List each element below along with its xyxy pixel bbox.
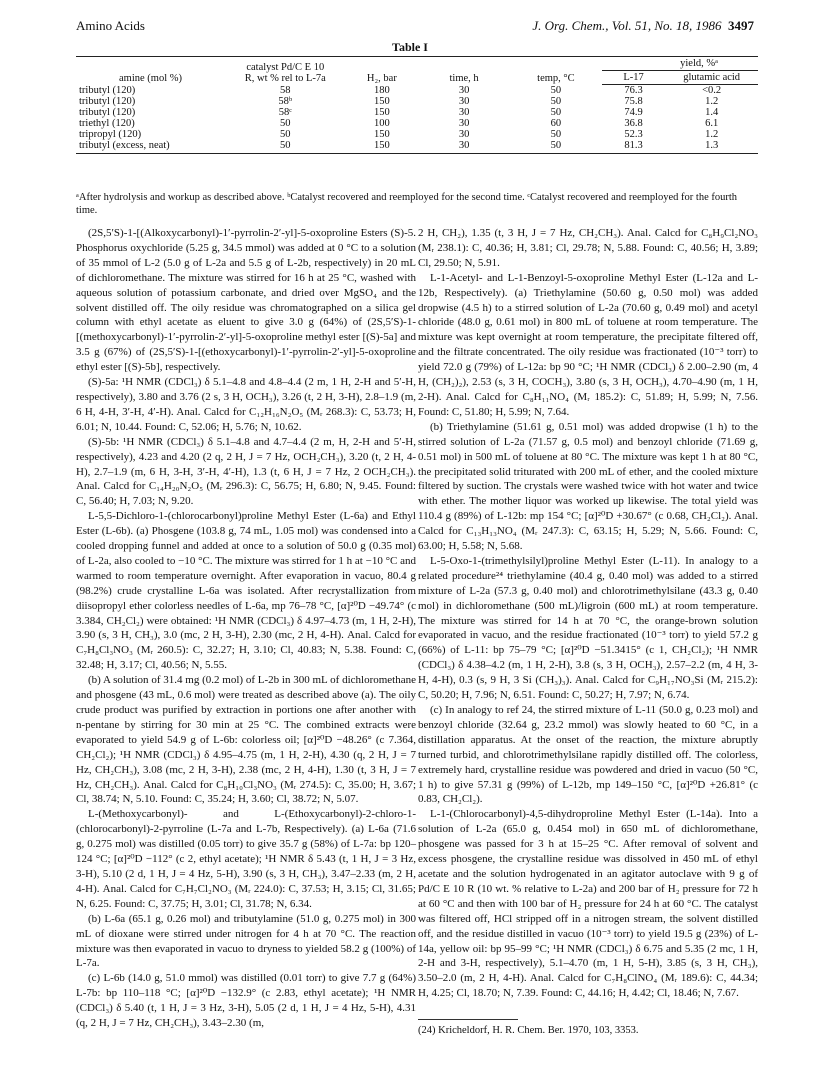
paragraph: L-5,5-Dichloro-1-(chlorocarbonyl)proline Methyl Ester (L-6a) and Ethyl Ester (L-6b). (a) Phosgene (103.8 g, 74 mL, 1.05 mol) was condensed into a cooled dropping funnel and added at once to a solution of 50.0 g (0.35 mol) of L-2a, also cooled to −10 °C. The mixture was stirred for 1 h at −10 °C and warmed to room temperature overnight. After evaporation in vacuo, 80.4 g (98.2%) crude crystalline L-6a was isolated. After recrystallization from diisopropyl ether colorless needles of L-6a, mp 76–78 °C, [α]²⁰D −49.74° (c 3.384, CH₂Cl₂) were obtained: ¹H NMR (CDCl₃) δ 4.97–4.73 (m, 1 H, 2-H), 3.90 (s, 3 H, CH₃), 3.0 (mc, 2 H, 3-H), 2.30 (mc, 2 H, 4-H). Anal. Calcd for C₇H₈Cl₃NO₃ (Mᵣ 260.5): C, 32.27; H, 3.10; Cl, 40.83; N, 5.38. Found: C, 32.48; H, 3.17; Cl, 40.56; N, 5.55. (76, 510, 416, 672)
table-cell: 30 (458, 107, 470, 118)
table-cell: 81.3 (602, 140, 665, 154)
table-cell: 58 (280, 84, 291, 96)
table-cell: tributyl (120) (79, 107, 136, 118)
paragraph: L-(Methoxycarbonyl)- and L-(Ethoxycarbonyl)-2-chloro-1-(chlorocarbonyl)-2-pyrroline (L-7a and L-7b, Respectively). (a) L-6a (71.6 g, 0.275 mol) was distilled (0.05 torr) to give 35.7 g (58%) of L-7a: bp 120–124 °C; [α]²⁰D −112° (c 2, ethyl acetate); ¹H NMR δ 5.43 (t, 1 H, J = 3 Hz, 3-H), 5.10 (2 d, 1 H, J = 4 Hz, 5-H), 3.90 (s, 3 H, CH₃), 3.47–2.33 (m, 2 H, 4-H). Anal. Calcd for C₇H₇Cl₂NO₃ (Mᵣ 224.0): C, 37.53; H, 3.15; Cl, 31.65; N, 6.25. Found: C, 37.75; H, 3.01; Cl, 31.78; N, 6.34. (76, 808, 416, 910)
running-header-right (532, 18, 754, 34)
page-number: 3497 (728, 18, 754, 33)
table-cell: 100 (374, 118, 390, 129)
col-header-time: time, h (418, 57, 510, 85)
table-cell: tributyl (120) (79, 84, 136, 96)
paragraph: (c) In analogy to ref 24, the stirred mixture of L-11 (50.0 g, 0.23 mol) and benzoyl chloride (32.64 g, 23.2 mmol) was slowly heated to 60 °C, in a distillation apparatus. At the onset of the reaction, the mixture abruptly turned turbid, and chlorotrimethylsilane rapidly distilled off. The colorless, extremely hard, crystalline residue was powdered and dried in vacuo (50 °C, 1 h) to give 57.31 g (99%) of L-12b, mp 149–150 °C, [α]²⁰D +26.81° (c 0.83, CH₂Cl₂). (418, 704, 758, 806)
paragraph: (S)-5b: ¹H NMR (CDCl₃) δ 5.1–4.8 and 4.7–4.4 (2 m, H, 2-H and 5′-H, respectively), 4.23 and 4.20 (2 q, 2 H, J = 7 Hz, OCH₂CH₃), 3.20 (t, 2 H, 4-H), 2.7–1.9 (m, 6 H, 3-H, 3′-H, 4′-H), 1.3 (t, 6 H, J = 7 Hz, 2 OCH₂CH₃). Anal. Calcd for C₁₄H₂₀N₂O₅ (Mᵣ 296.3): C, 56.75; H, 6.80; N, 9.45. Found: C, 56.40; H, 7.03; N, 9.20. (76, 435, 416, 508)
table-row (76, 107, 758, 118)
table-cell: 180 (374, 84, 390, 96)
data-table-container (76, 56, 758, 154)
data-table (76, 56, 758, 154)
table-cell: 75.8 (624, 96, 643, 107)
col-header-yield: yield, %ᵃ (602, 57, 758, 71)
table-cell: 1.2 (705, 96, 719, 107)
paragraph: (S)-5a: ¹H NMR (CDCl₃) δ 5.1–4.8 and 4.8–4.4 (2 m, 1 H, 2-H and 5′-H, respectively), 3.80 and 3.76 (2 s, 3 H, OCH₃), 3.26 (t, 2 H, 3-H), 2.8–1.9 (m, 6 H, 4-H, 3′-H, 4′-H). Anal. Calcd for C₁₂H₁₆N₂O₅ (Mᵣ 268.3): C, 53.73; H, 6.01; N, 10.44. Found: C, 52.06; H, 5.76; N, 10.62. (76, 376, 416, 433)
table-cell: 58ᵇ (278, 96, 293, 107)
table-cell: 30 (418, 140, 510, 154)
paragraph: 2 H, CH₂), 1.35 (t, 3 H, J = 7 Hz, CH₂CH₃). Anal. Calcd for C₈H₉Cl₂NO₃ (Mᵣ 238.1): C, 40.36; H, 3.81; Cl, 29.78; N, 5.88. Found: C, 40.56; H, 3.89; Cl, 29.50; N, 5.91. (418, 227, 758, 269)
table-cell: 1.2 (705, 129, 719, 140)
table-cell: triethyl (120) (79, 118, 135, 129)
table-cell: 58ᶜ (278, 107, 292, 118)
table-cell: 150 (374, 129, 390, 140)
col-header-amine: amine (mol %) (76, 57, 225, 85)
reference-divider (418, 1019, 518, 1020)
table-cell: 1.3 (665, 140, 758, 154)
table-cell: tributyl (excess, neat) (76, 140, 225, 154)
table-cell: 30 (458, 84, 470, 96)
table-cell: 50 (280, 118, 291, 129)
table-cell: tributyl (120) (79, 96, 136, 107)
table-cell: 50 (510, 140, 602, 154)
running-header-left: Amino Acids (76, 18, 145, 33)
table-cell: 150 (374, 96, 390, 107)
table-row (76, 140, 758, 154)
table-cell: 50 (280, 129, 291, 140)
table-cell: 50 (550, 107, 562, 118)
paragraph: (2S,5′S)-1-[(Alkoxycarbonyl)-1′-pyrrolin-2′-yl]-5-oxoproline Esters (S)-5. Phosphorus oxychloride (5.25 g, 34.5 mmol) was added at 0 °C to a solution of 35 mmol of L-2 (5.0 g of L-2a and 5.5 g of L-2b, respectively) in 20 mL of dichloromethane. The mixture was stirred for 16 h at 25 °C, washed with aqueous solution of potassium carbonate, and dried over MgSO₄ and the solvent distilled off. The oily residue was chromatographed on a silica gel column with ethyl acetate as eluent to give 3.0 g (64%) of (2S,5′S)-1-[(methoxycarbonyl)-1′-pyrrolin-2′-yl]-5-oxoproline methyl ester [(S)-5a] and 3.5 g (67%) of (2S,5′S)-1-[(ethoxycarbonyl)-1′-pyrrolin-2′-yl]-5-oxoproline ethyl ester [(S)-5b], respectively. (76, 227, 416, 374)
table-title: Table I (392, 40, 428, 54)
catalyst-header-line1: catalyst Pd/C E 10 (246, 61, 325, 73)
right-column (418, 226, 758, 1001)
table-cell: <0.2 (702, 85, 722, 96)
table-body (76, 85, 758, 154)
table-cell: 50 (225, 140, 346, 154)
table-footnote: ᵃAfter hydrolysis and workup as described above. ᵇCatalyst recovered and reemployed for the second time. ᶜCatalyst recovered and reemployed for the fourth time. (76, 192, 738, 216)
col-header-h2: H₂, bar (346, 57, 419, 85)
paragraph: L-1-(Chlorocarbonyl)-4,5-dihydroproline Methyl Ester (L-14a). Into a solution of L-2a (65.0 g, 0.454 mol) in 650 mL of dichloromethane, phosgene was passed for 3 h at 15–25 °C. After removal of solvent and excess phosgene, the crystalline residue was dissolved in 450 mL of ethyl acetate and the solution hydrogenated in an agitator autoclave with 9 g of Pd/C E 10 R (10 wt. % relative to L-2a) and 200 bar of H₂ pressure for 72 h at 60 °C and then with 100 bar of H₂ pressure for 24 h at 60 °C. The catalyst was filtered off, HCl stripped off in a nitrogen stream, the solvent distilled off, and the residue distilled in vacuo (10⁻³ torr) to yield 19.5 g (23%) of L-14a, yellow oil: bp 95–99 °C; ¹H NMR (CDCl₃) δ 6.75 and 5.35 (2 mc, 1 H, 2-H and 3-H, respectively), 5.1–4.70 (m, 1 H, 5-H), 3.85 (s, 3 H, CH₃), 3.50–2.0 (m, 2 H, 4-H). Anal. Calcd for C₇H₈ClNO₄ (Mᵣ 189.6): C, 44.34; H, 4.25; Cl, 18.70; N, 7.39. Found: C, 44.16; H, 4.42; Cl, 18.46; N, 7.67. (418, 808, 758, 1000)
table-cell: 150 (346, 140, 419, 154)
table-cell: 30 (458, 96, 470, 107)
col-header-glutamic: glutamic acid (665, 71, 758, 85)
table-cell: 60 (550, 118, 562, 129)
table-cell: 74.9 (624, 107, 643, 118)
col-header-temp: temp, °C (510, 57, 602, 85)
table-cell: 76.3 (624, 85, 643, 96)
paragraph: (b) A solution of 31.4 mg (0.2 mol) of L-2b in 300 mL of dichloromethane and phosgene (43 mL, 0.6 mol) were treated as described above (a). The oily crude product was purified by extraction in portions one after another with n-pentane by stirring for 30 min at 25 °C. The combined extracts were evaporated to yield 54.9 g of L-6b: colorless oil; [α]²⁰D −48.26° (c 7.364, CH₂Cl₂); ¹H NMR (CDCl₃) δ 4.95–4.75 (m, 1 H, 2-H), 4.30 (q, 2 H, J = 7 Hz, CH₂CH₃), 3.08 (mc, 2 H, 3-H), 2.38 (mc, 2 H, 4-H), 1.30 (t, 3 H, J = 7 Hz, CH₂CH₃). Anal. Calcd for C₈H₁₀Cl₃NO₃ (Mᵣ 274.5): C, 35.00; H, 3.67; Cl, 38.74; N, 5.10. Found: C, 35.24; H, 3.60; Cl, 38.72; N, 5.07. (76, 674, 416, 806)
table-cell: tripropyl (120) (79, 129, 142, 140)
paragraph: (b) L-6a (65.1 g, 0.26 mol) and tributylamine (51.0 g, 0.275 mol) in 300 mL of dioxane were stirred under nitrogen for 4 h at 70 °C. The reaction mixture was then evaporated in vacuo to dryness to yielded 58.2 g (100%) of L-7a. (76, 912, 416, 970)
table-cell: 30 (458, 118, 470, 129)
paragraph: L-5-Oxo-1-(trimethylsilyl)proline Methyl Ester (L-11). In analogy to a related procedure²⁴ triethylamine (40.4 g, 0.40 mol) was added to a stirred mixture of L-2a (57.3 g, 0.40 mol) and chlorotrimethylsilane (43.3 g, 0.40 mol) in dichloromethane (500 mL)/ligroin (600 mL) at room temperature. The mixture was stirred for 14 h at 70 °C, the orange-brown solution evaporated in vacuo, and the residue fractionated (10⁻³ torr) to yield 57.2 g (66%) of L-11: bp 75–79 °C; [α]²⁰D −51.3415° (c 1, CH₂Cl₂); ¹H NMR (CDCl₃) δ 4.38–4.2 (m, 1 H, 2-H), 3.8 (s, 3 H, OCH₃), 2.57–2.2 (m, 4 H, 3-H, 4-H), 0.3 (s, 9 H, 3 Si (CH₃)₃). Anal. Calcd for C₉H₁₇NO₃Si (Mᵣ 215.2): C, 50.20; H, 7.96; N, 6.51. Found: C, 50.27; H, 7.97; N, 6.74. (418, 554, 758, 702)
table-cell: 150 (374, 107, 390, 118)
paragraph: (c) L-6b (14.0 g, 51.0 mmol) was distilled (0.01 torr) to give 7.7 g (64%) L-7b: bp 110–118 °C; [α]²⁰D −132.9° (c 2.83, ethyl acetate); ¹H NMR (CDCl₃) δ 5.40 (t, 1 H, J = 3 Hz, 3-H), 5.05 (2 d, 1 H, J = 4 Hz, 5-H), 4.31 (q, 2 H, J = 7 Hz, CH₂CH₃), 3.43–2.30 (m, (76, 972, 416, 1030)
paragraph: (b) Triethylamine (51.61 g, 0.51 mol) was added dropwise (1 h) to the stirred solution of L-2a (71.57 g, 0.5 mol) and benzoyl chloride (71.69 g, 0.51 mol) in 500 mL of toluene at 80 °C. The mixture was kept 1 h at 80 °C, the precipitated solid triturated with 200 mL of ether, and the cooled mixture filtered by suction. The crystals were washed twice with hot water and twice with ether. The mother liquor was worked up likewise. The total yield was 110.4 g (89%) of L-12b: mp 154 °C; [α]²⁰D +30.67° (c 0.68, CH₂Cl₂). Anal. Calcd for C₁₃H₁₃NO₄ (Mᵣ 247.3): C, 63.15; H, 5.29; N, 5.66. Found: C, 63.00; H, 5.58; N, 5.68. (418, 420, 758, 553)
catalyst-header-line2: R, wt % rel to L-7a (244, 72, 326, 84)
table-row (76, 129, 758, 140)
left-column (76, 226, 416, 1031)
col-header-catalyst (225, 57, 346, 85)
table-row (76, 118, 758, 129)
table-cell: 30 (458, 129, 470, 140)
table-row (76, 85, 758, 97)
table-cell: 1.4 (705, 107, 719, 118)
col-header-l17: L-17 (602, 71, 665, 85)
table-cell: 50 (550, 84, 562, 96)
table-cell: 52.3 (624, 129, 643, 140)
table-cell: 50 (550, 96, 562, 107)
paragraph: L-1-Acetyl- and L-1-Benzoyl-5-oxoproline Methyl Ester (L-12a and L-12b, Respectively). (a) Triethylamine (50.60 g, 0.50 mol) was added dropwise (4.5 h) to a stirred solution of L-2a (70.60 g, 0.49 mol) and acetyl chloride (48.0 g, 0.61 mol) in 800 mL of toluene at room temperature. The mixture was kept overnight at room temperature, the precipitate filtered off, and the filtrate concentrated. The oily residue was fractionated (10⁻³ torr) to yield 72.0 g (79%) of L-12a: bp 90 °C; ¹H NMR (CDCl₃) δ 2.00–2.90 (m, 4 H, (CH₂)₂), 2.53 (s, 3 H, COCH₃), 3.80 (s, 3 H, OCH₃), 4.70–4.90 (m, 1 H, 2-H). Anal. Calcd for C₈H₁₁NO₄ (Mᵣ 185.2): C, 51.89; H, 5.99; N, 7.56. Found: C, 51.80; H, 5.99; N, 7.64. (418, 271, 758, 418)
journal-citation: J. Org. Chem., Vol. 51, No. 18, 1986 (532, 18, 722, 33)
table-cell: 36.8 (624, 118, 643, 129)
table-cell: 50 (550, 129, 562, 140)
reference-24: (24) Kricheldorf, H. R. Chem. Ber. 1970, 103, 3353. (418, 1025, 639, 1036)
table-cell: 6.1 (705, 118, 719, 129)
table-row (76, 96, 758, 107)
